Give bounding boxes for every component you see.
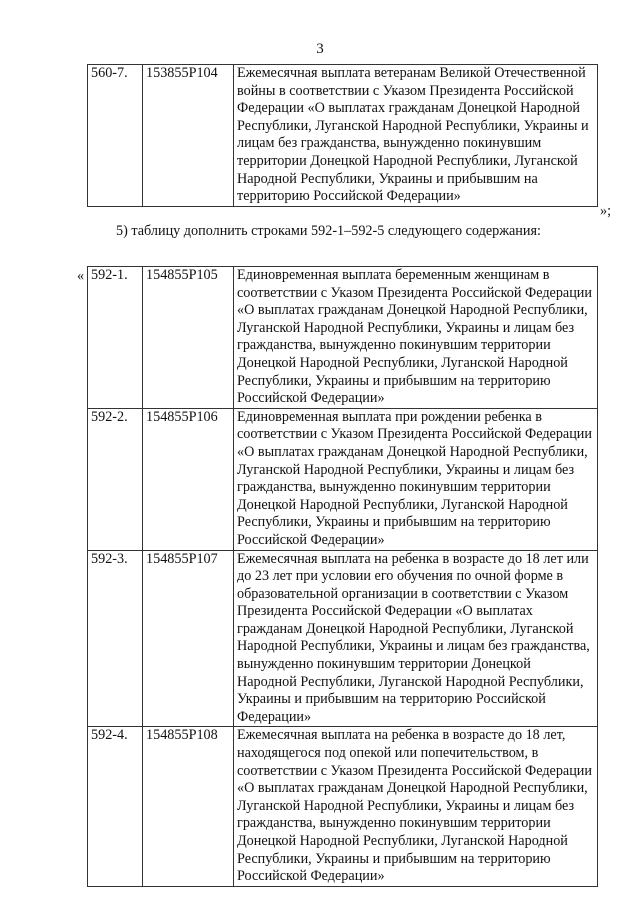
- page-number: 3: [316, 41, 324, 57]
- row-code: 154855Р106: [143, 408, 234, 550]
- table-row: [88, 408, 598, 550]
- table-row: [88, 550, 598, 727]
- table-row: [88, 727, 598, 886]
- table-row: [88, 65, 598, 207]
- amendment-table-top: [87, 64, 598, 207]
- row-code: 154855Р108: [143, 727, 234, 886]
- row-code: 154855Р107: [143, 550, 234, 727]
- row-description: Ежемесячная выплата ветеранам Великой Отечественной войны в соответствии с Указом Президента Российской Федерации «О выплатах гражданам Донецкой Народной Республики, Луганской Народной Республики, Украины и лицам без гражданства, вынужденно покинувшим территории Донецкой Народной Республики, Луганской Народной Республики, Украины и прибывшим на территорию Российской Федерации»: [234, 65, 598, 207]
- row-description: Единовременная выплата при рождении ребенка в соответствии с Указом Президента Российской Федерации «О выплатах гражданам Донецкой Народной Республики, Луганской Народной Республики, Украины и лицам без гражданства, вынужденно покинувшим территории Донецкой Народной Республики, Луганской Народной Республики, Украины и прибывшим на территорию Российской Федерации»: [234, 408, 598, 550]
- amendment-table-bottom: [87, 266, 598, 887]
- row-description: Ежемесячная выплата на ребенка в возрасте до 18 лет или до 23 лет при условии его обучения по очной форме в образовательной организации в соответствии с Указом Президента Российской Федерации «О выплатах гражданам Донецкой Народной Республики, Луганской Народной Республики, Украины и лицам без гражданства, вынужденно покинувшим территории Донецкой Народной Республики, Луганской Народной Республики, Украины и прибывшим на территорию Российской Федерации»: [234, 550, 598, 727]
- row-number: 592-1.: [88, 267, 143, 409]
- row-code: 154855Р105: [143, 267, 234, 409]
- row-number: 592-4.: [88, 727, 143, 886]
- row-number: 592-2.: [88, 408, 143, 550]
- table-row: [88, 267, 598, 409]
- amendment-intro-text: 5) таблицу дополнить строками 592-1–592-5 следующего содержания:: [116, 223, 541, 239]
- closing-quote-mark: »;: [600, 203, 612, 219]
- opening-quote-mark: «: [77, 268, 85, 284]
- row-number: 592-3.: [88, 550, 143, 727]
- row-number: 560-7.: [88, 65, 143, 207]
- row-description: Единовременная выплата беременным женщинам в соответствии с Указом Президента Российской Федерации «О выплатах гражданам Донецкой Народной Республики, Луганской Народной Республики, Украины и лицам без гражданства, вынужденно покинувшим территории Донецкой Народной Республики, Луганской Народной Республики, Украины и прибывшим на территорию Российской Федерации»: [234, 267, 598, 409]
- row-description: Ежемесячная выплата на ребенка в возрасте до 18 лет, находящегося под опекой или попечительством, в соответствии с Указом Президента Российской Федерации «О выплатах гражданам Донецкой Народной Республики, Луганской Народной Республики, Украины и лицам без гражданства, вынужденно покинувшим территории Донецкой Народной Республики, Луганской Народной Республики, Украины и прибывшим на территорию Российской Федерации»: [234, 727, 598, 886]
- row-code: 153855Р104: [143, 65, 234, 207]
